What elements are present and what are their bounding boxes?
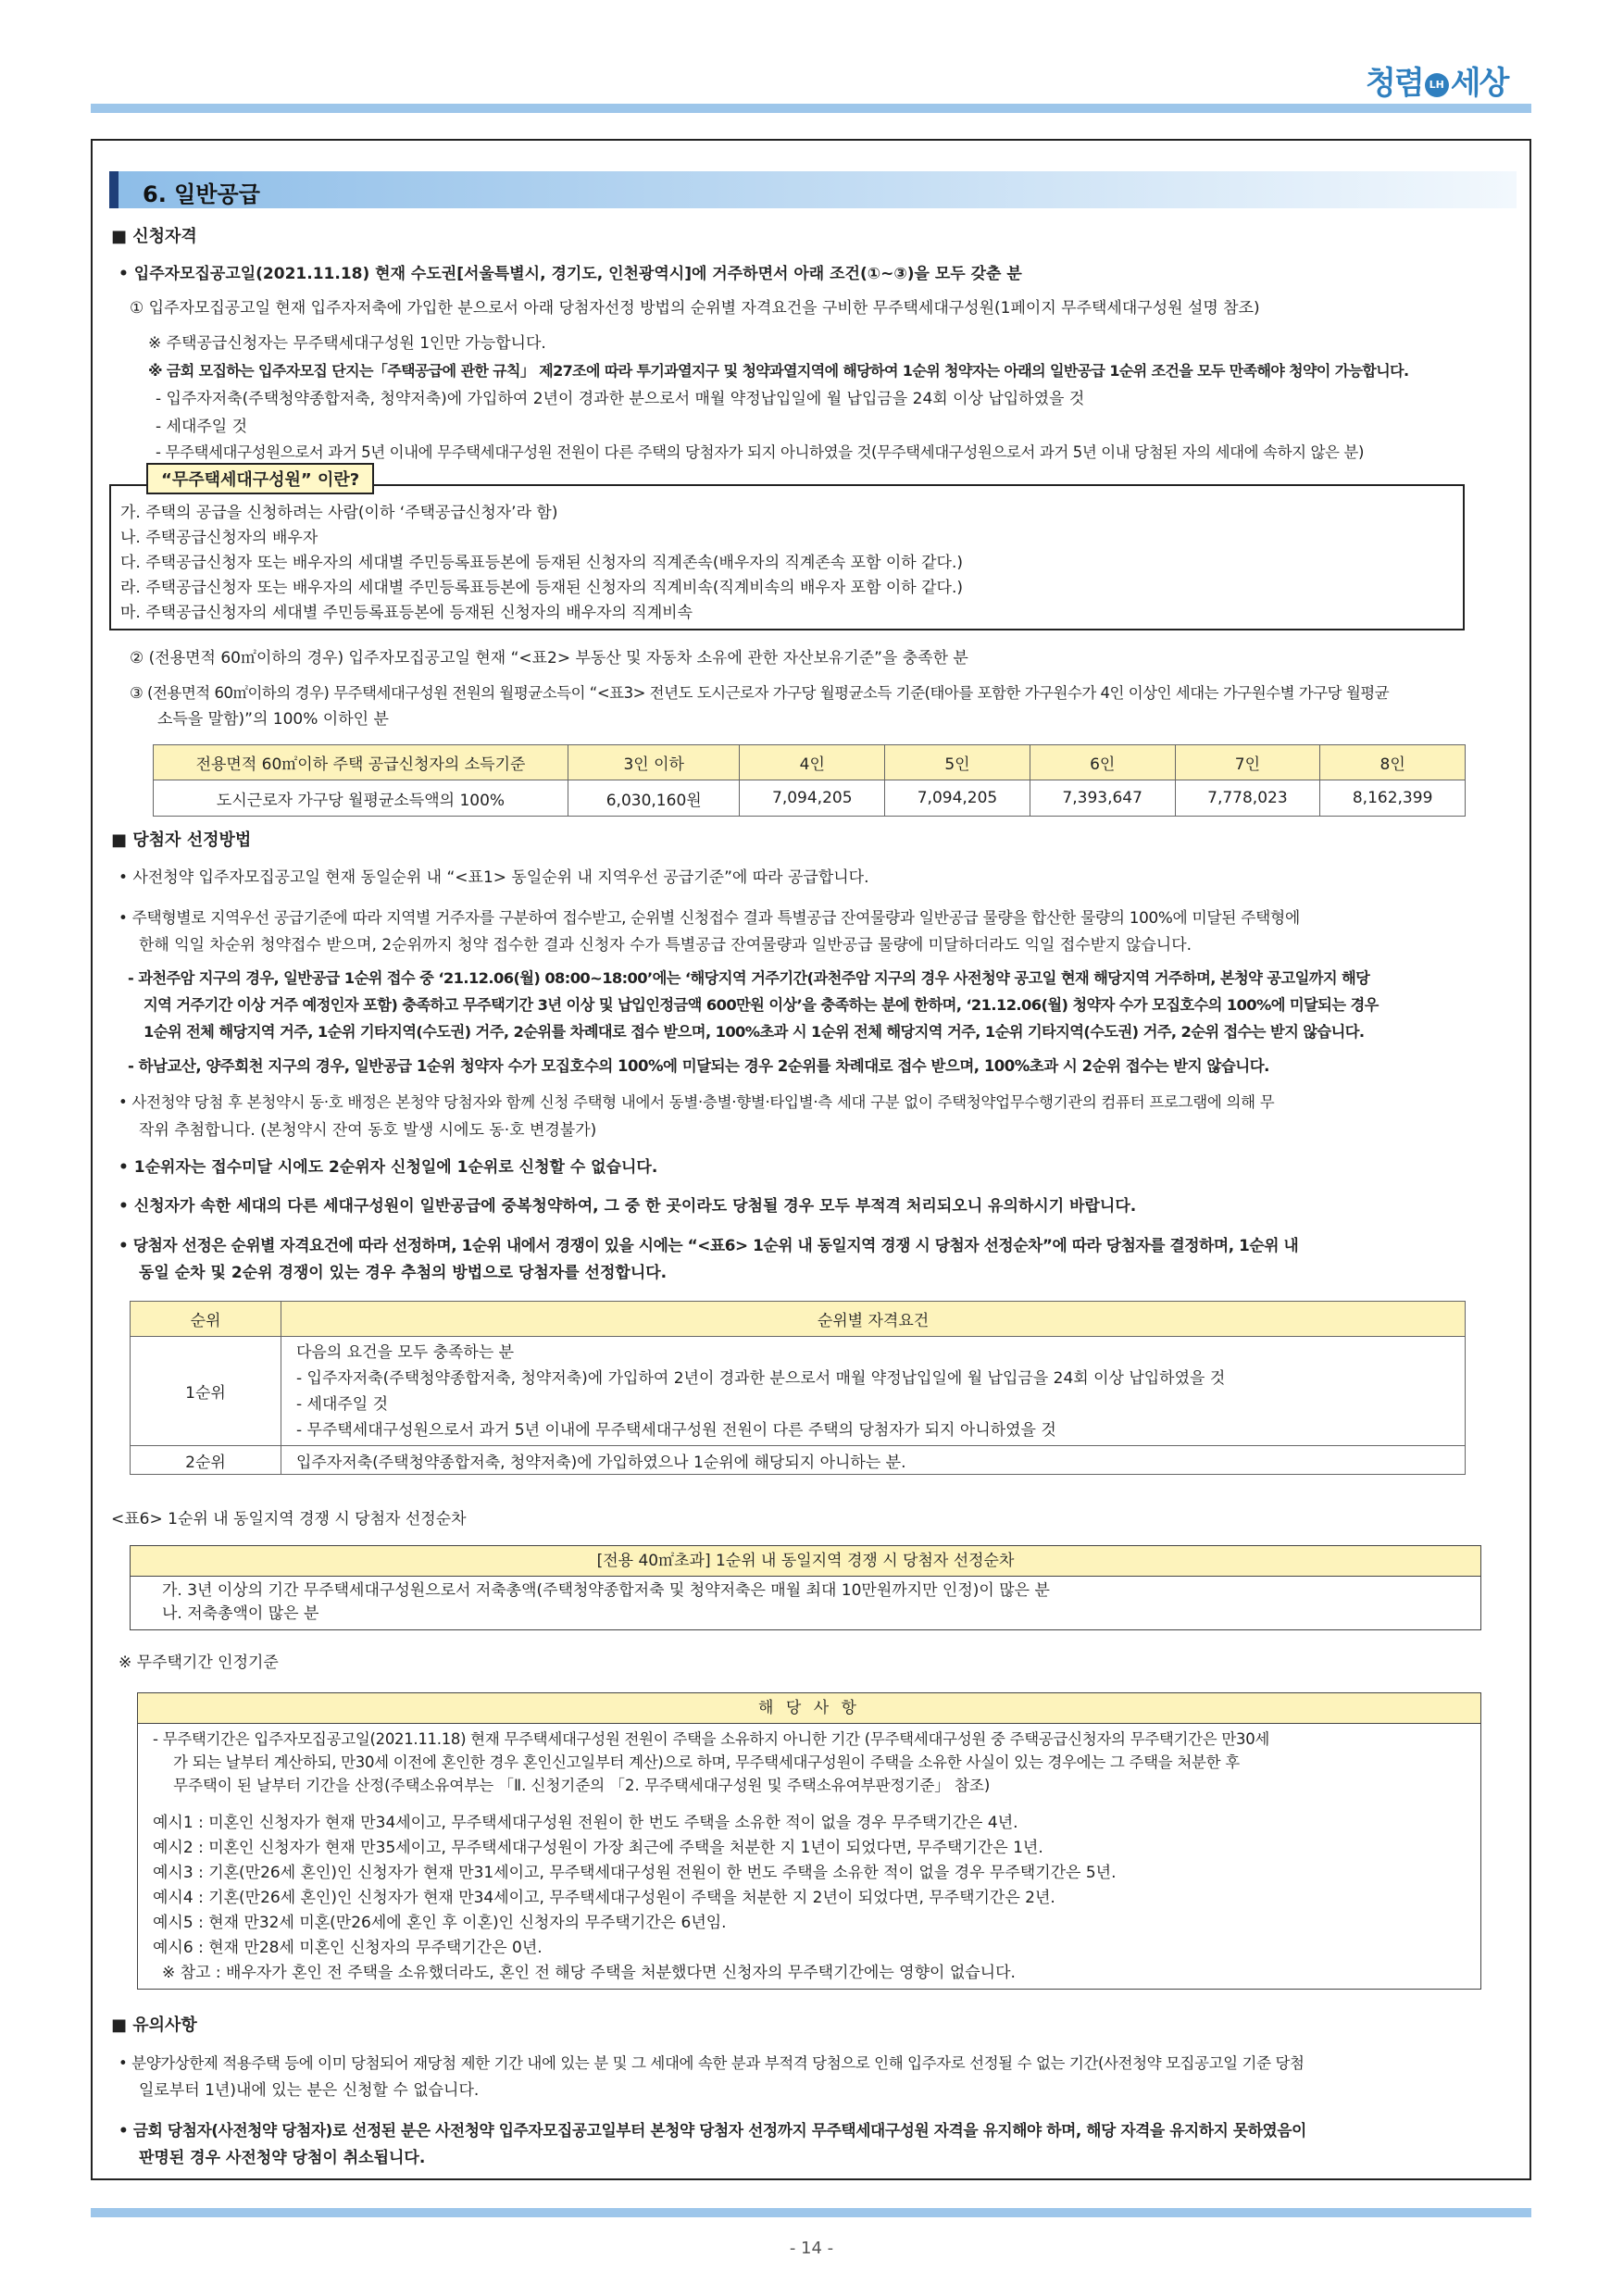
qual-line: - 무주택세대구성원으로서 과거 5년 이내에 무주택세대구성원 전원이 다른 주택의 당첨자가 되지 아니하였을 것(무주택세대구성원으로서 과거 5년 이내 당첨된 자의 세대에 속하지 않은 분) xyxy=(156,443,1364,461)
rank-header: 순위 xyxy=(131,1302,281,1337)
income-header: 7인 xyxy=(1175,745,1320,780)
rank-header: 순위별 자격요건 xyxy=(281,1302,1466,1337)
qual-line: - 입주자저축(주택청약종합저축, 청약저축)에 가입하여 2년이 경과한 분으로서 매월 약정납입일에 월 납입금을 24회 이상 납입하였을 것 xyxy=(156,390,1085,408)
logo-mark-icon: LH xyxy=(1425,73,1449,97)
homeless-line: - 무주택기간은 입주자모집공고일(2021.11.18) 현재 무주택세대구성원 전원이 주택을 소유하지 아니한 기간 (무주택세대구성원 중 주택공급신청자의 무주택기간은 만30세 xyxy=(153,1730,1270,1748)
homeless-example: 예시5 : 현재 만32세 미혼(만26세에 혼인 후 이혼)인 신청자의 무주택기간은 6년임. xyxy=(153,1914,727,1932)
heading-selection: ■ 당첨자 선정방법 xyxy=(111,830,252,850)
notes-line: 일로부터 1년)내에 있는 분은 신청할 수 없습니다. xyxy=(139,2081,480,2100)
definition-item: 다. 주택공급신청자 또는 배우자의 세대별 주민등록표등본에 등재된 신청자의 직계존속(배우자의 직계존속 포함 이하 같다.) xyxy=(120,554,964,572)
selection-line: 동일 순차 및 2순위 경쟁이 있는 경우 추첨의 방법으로 당첨자를 선정합니다. xyxy=(139,1264,668,1282)
income-cell: 8,162,399 xyxy=(1320,780,1466,817)
qual-line: - 세대주일 것 xyxy=(156,418,248,436)
selection-line: • 신청자가 속한 세대의 다른 세대구성원이 일반공급에 중복청약하여, 그 중 한 곳이라도 당첨될 경우 모두 부적격 처리되오니 유의하시기 바랍니다. xyxy=(119,1197,1137,1216)
qual-line: ※ 주택공급신청자는 무주택세대구성원 1인만 가능합니다. xyxy=(148,334,546,353)
homeless-title: 해 당 사 항 xyxy=(137,1692,1481,1724)
homeless-line: 무주택이 된 날부터 기간을 산정(주택소유여부는 「Ⅱ. 신청기준의 「2. 무주택세대구성원 및 주택소유여부판정기준」 참조) xyxy=(173,1777,991,1794)
top-rule xyxy=(91,104,1531,113)
section-title: 6. 일반공급 xyxy=(109,171,1517,208)
income-cell: 7,094,205 xyxy=(885,780,1030,817)
definition-item: 마. 주택공급신청자의 세대별 주민등록표등본에 등재된 신청자의 배우자의 직계비속 xyxy=(120,604,693,622)
selection-line: • 사전청약 당첨 후 본청약시 동·호 배정은 본청약 당첨자와 함께 신청 주택형 내에서 동별·층별·향별·타입별·측 세대 구분 없이 주택청약업무수행기관의 컴퓨터 프로그램에 의해 무 xyxy=(119,1093,1275,1111)
income-cell: 7,094,205 xyxy=(740,780,885,817)
qual-line: • 입주자모집공고일(2021.11.18) 현재 수도권[서울특별시, 경기도, 인천광역시]에 거주하면서 아래 조건(①~③)을 모두 갖춘 분 xyxy=(119,265,1022,283)
selection-line: • 사전청약 입주자모집공고일 현재 동일순위 내 “<표1> 동일순위 내 지역우선 공급기준”에 따라 공급합니다. xyxy=(119,868,869,887)
table6-item: 가. 3년 이상의 기간 무주택세대구성원으로서 저축총액(주택청약종합저축 및 청약저축은 매월 최대 10만원까지만 인정)이 많은 분 xyxy=(162,1581,1050,1600)
homeless-caption: ※ 무주택기간 인정기준 xyxy=(119,1653,279,1672)
selection-line: 1순위 전체 해당지역 거주, 1순위 기타지역(수도권) 거주, 2순위를 차례대로 접수 받으며, 100%초과 시 1순위 전체 해당지역 거주, 1순위 기타지역(수도권) 거주, 2순위 접수는 받지 않습니다. xyxy=(144,1023,1365,1041)
homeless-example: 예시3 : 기혼(만26세 혼인)인 신청자가 현재 만31세이고, 무주택세대구성원 전원이 한 번도 주택을 소유한 적이 없을 경우 무주택기간은 5년. xyxy=(153,1864,1117,1882)
definition-item: 나. 주택공급신청자의 배우자 xyxy=(120,529,318,547)
income-row-label: 도시근로자 가구당 월평균소득액의 100% xyxy=(154,780,568,817)
homeless-line: 가 되는 날부터 계산하되, 만30세 이전에 혼인한 경우 혼인신고일부터 계산)으로 하며, 무주택세대구성원이 주택을 소유한 사실이 있는 경우에는 그 주택을 처분한 후 xyxy=(173,1753,1240,1771)
rank-label: 1순위 xyxy=(131,1337,281,1446)
notes-line: • 분양가상한제 적용주택 등에 이미 당첨되어 재당첨 제한 기간 내에 있는 분 및 그 세대에 속한 분과 부적격 당첨으로 인해 입주자로 선정될 수 없는 기간(사전청약 모집공고일 기준 당첨 xyxy=(119,2054,1305,2072)
income-header: 5인 xyxy=(885,745,1030,780)
income-cell: 7,778,023 xyxy=(1175,780,1320,817)
income-cell: 6,030,160원 xyxy=(568,780,740,817)
qual-condition-3: ③ (전용면적 60㎡이하의 경우) 무주택세대구성원 전원의 월평균소득이 “<표3> 전년도 도시근로자 가구당 월평균소득 기준(태아를 포함한 가구원수가 4인 이상인 세대는 가구원수별 가구당 월평균 xyxy=(130,684,1390,702)
income-table xyxy=(153,744,1466,817)
heading-notes: ■ 유의사항 xyxy=(111,2015,197,2035)
income-header: 4인 xyxy=(740,745,885,780)
definition-label: “무주택세대구성원” 이란? xyxy=(146,463,374,494)
rank-requirement: - 입주자저축(주택청약종합저축, 청약저축)에 가입하여 2년이 경과한 분으로서 매월 약정납입일에 월 납입금을 24회 이상 납입하였을 것 xyxy=(296,1368,1226,1388)
rank-table xyxy=(130,1301,1466,1475)
notes-line: 판명된 경우 사전청약 당첨이 취소됩니다. xyxy=(139,2149,426,2167)
rank-requirement: 입주자저축(주택청약종합저축, 청약저축)에 가입하였으나 1순위에 해당되지 아니하는 분. xyxy=(281,1446,1466,1475)
selection-line: - 과천주암 지구의 경우, 일반공급 1순위 접수 중 ‘21.12.06(월) 08:00~18:00’에는 ‘해당지역 거주기간(과천주암 지구의 경우 사전청약 공고일 현재 해당지역 거주하며, 본청약 공고일까지 해당 xyxy=(128,969,1370,987)
qual-condition-2: ② (전용면적 60㎡이하의 경우) 입주자모집공고일 현재 “<표2> 부동산 및 자동차 소유에 관한 자산보유기준”을 충족한 분 xyxy=(130,649,968,668)
definition-item: 라. 주택공급신청자 또는 배우자의 세대별 주민등록표등본에 등재된 신청자의 직계비속(직계비속의 배우자 포함 이하 같다.) xyxy=(120,579,964,597)
rank-requirement: - 무주택세대구성원으로서 과거 5년 이내에 무주택세대구성원 전원이 다른 주택의 당첨자가 되지 아니하였을 것 xyxy=(296,1420,1056,1440)
income-header: 3인 이하 xyxy=(568,745,740,780)
homeless-example: 예시2 : 미혼인 신청자가 현재 만35세이고, 무주택세대구성원이 가장 최근에 주택을 처분한 지 1년이 되었다면, 무주택기간은 1년. xyxy=(153,1839,1043,1857)
income-header: 전용면적 60㎡이하 주택 공급신청자의 소득기준 xyxy=(154,745,568,780)
bottom-rule xyxy=(91,2208,1531,2217)
logo: 청렴 LH 세상 xyxy=(1366,65,1508,102)
selection-line: 한해 익일 차순위 청약접수 받으며, 2순위까지 청약 접수한 결과 신청자 수가 특별공급 잔여물량과 일반공급 물량에 미달하더라도 익일 접수받지 않습니다. xyxy=(139,936,1192,955)
qual-line: ※ 금회 모집하는 입주자모집 단지는「주택공급에 관한 규칙」 제27조에 따라 투기과열지구 및 청약과열지역에 해당하여 1순위 청약자는 아래의 일반공급 1순위 조건을 모두 만족해야 청약이 가능합니다. xyxy=(148,362,1409,380)
selection-line: 지역 거주기간 이상 거주 예정인자 포함) 충족하고 무주택기간 3년 이상 및 납입인정금액 600만원 이상’을 충족하는 분에 한하며, ‘21.12.06(월) 청약자 수가 모집호수의 100%에 미달되는 경우 xyxy=(144,996,1379,1014)
income-cell: 7,393,647 xyxy=(1030,780,1175,817)
income-header: 8인 xyxy=(1320,745,1466,780)
definition-item: 가. 주택의 공급을 신청하려는 사람(이하 ‘주택공급신청자’라 함) xyxy=(120,504,558,522)
homeless-example: 예시4 : 기혼(만26세 혼인)인 신청자가 현재 만34세이고, 무주택세대구성원이 주택을 처분한 지 2년이 되었다면, 무주택기간은 2년. xyxy=(153,1889,1055,1907)
rank-requirement: 다음의 요건을 모두 충족하는 분 xyxy=(296,1342,515,1362)
selection-line: - 하남교산, 양주회천 지구의 경우, 일반공급 1순위 청약자 수가 모집호수의 100%에 미달되는 경우 2순위를 차례대로 접수 받으며, 100%초과 시 2순위 접수는 받지 않습니다. xyxy=(128,1057,1269,1075)
selection-line: • 1순위자는 접수미달 시에도 2순위자 신청일에 1순위로 신청할 수 없습니다. xyxy=(119,1158,658,1177)
income-header: 6인 xyxy=(1030,745,1175,780)
homeless-note: ※ 참고 : 배우자가 혼인 전 주택을 소유했더라도, 혼인 전 해당 주택을 처분했다면 신청자의 무주택기간에는 영향이 없습니다. xyxy=(162,1964,1016,1982)
selection-line: 작위 추첨합니다. (본청약시 잔여 동호 발생 시에도 동·호 변경불가) xyxy=(139,1121,597,1140)
table6-caption: <표6> 1순위 내 동일지역 경쟁 시 당첨자 선정순차 xyxy=(111,1510,467,1529)
qual-condition-3-cont: 소득을 말함)”의 100% 이하인 분 xyxy=(157,710,389,729)
selection-line: • 주택형별로 지역우선 공급기준에 따라 지역별 거주자를 구분하여 접수받고, 순위별 신청접수 결과 특별공급 잔여물량과 일반공급 물량을 합산한 물량의 100%에 미달된 주택형에 xyxy=(119,908,1300,927)
rank-requirement: - 세대주일 것 xyxy=(296,1394,389,1414)
notes-line: • 금회 당첨자(사전청약 당첨자)로 선정된 분은 사전청약 입주자모집공고일부터 본청약 당첨자 선정까지 무주택세대구성원 자격을 유지해야 하며, 해당 자격을 유지하지 못하였음이 xyxy=(119,2121,1306,2140)
heading-qualification: ■ 신청자격 xyxy=(111,227,197,246)
qual-line: ① 입주자모집공고일 현재 입주자저축에 가입한 분으로서 아래 당첨자선정 방법의 순위별 자격요건을 구비한 무주택세대구성원(1페이지 무주택세대구성원 설명 참조) xyxy=(130,299,1260,318)
homeless-example: 예시1 : 미혼인 신청자가 현재 만34세이고, 무주택세대구성원 전원이 한 번도 주택을 소유한 적이 없을 경우 무주택기간은 4년. xyxy=(153,1814,1018,1832)
homeless-example: 예시6 : 현재 만28세 미혼인 신청자의 무주택기간은 0년. xyxy=(153,1939,543,1957)
table6-item: 나. 저축총액이 많은 분 xyxy=(162,1604,319,1623)
rank-label: 2순위 xyxy=(131,1446,281,1475)
selection-line: • 당첨자 선정은 순위별 자격요건에 따라 선정하며, 1순위 내에서 경쟁이 있을 시에는 “<표6> 1순위 내 동일지역 경쟁 시 당첨자 선정순차”에 따라 당첨자를 결정하며, 1순위 내 xyxy=(119,1236,1299,1254)
page-number: - 14 - xyxy=(789,2239,834,2258)
table6-title: [전용 40㎡초과] 1순위 내 동일지역 경쟁 시 당첨자 선정순차 xyxy=(130,1545,1481,1577)
